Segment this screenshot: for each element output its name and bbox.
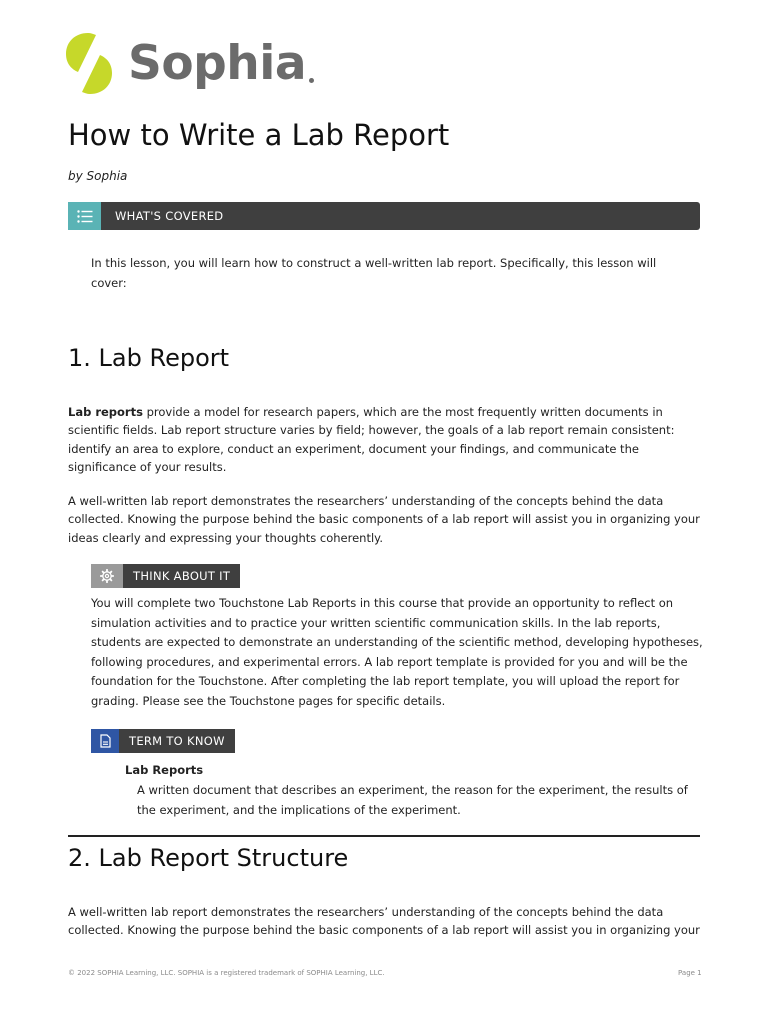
list-icon — [68, 202, 101, 230]
whats-covered-banner — [68, 202, 700, 230]
section-heading-lab-report-structure: 2. Lab Report Structure — [68, 844, 349, 872]
term-to-know-label: TERM TO KNOW — [119, 729, 235, 753]
section1-paragraph-1-text: provide a model for research papers, which are the most frequently written documents in scientific fields. Lab report structure varies by field; however, the goals of a lab report remain consistent: identify an area to explore, conduct an experiment, document your findings, and communicate the significance of your results. — [68, 405, 675, 475]
bold-term-lab-reports: Lab reports — [68, 405, 143, 419]
page-number: Page 1 — [678, 969, 702, 977]
document-icon — [91, 729, 119, 753]
whats-covered-label: WHAT'S COVERED — [101, 202, 700, 230]
byline: by Sophia — [68, 169, 128, 183]
think-about-it-banner — [91, 564, 240, 588]
think-about-it-label: THINK ABOUT IT — [123, 564, 240, 588]
sophia-logo — [66, 33, 314, 94]
trademark-dot — [309, 78, 314, 83]
section-heading-lab-report: 1. Lab Report — [68, 344, 230, 372]
term-name: Lab Reports — [125, 763, 204, 777]
gear-icon — [91, 564, 123, 588]
section1-paragraph-2: A well-written lab report demonstrates the researchers’ understanding of the concepts behind the data collected. Knowing the purpose behind the basic components of a lab report will assist you in organizing your ideas clearly and expressing your thoughts coherently. — [68, 494, 700, 545]
footer-copyright: © 2022 SOPHIA Learning, LLC. SOPHIA is a registered trademark of SOPHIA Learning, LLC. — [68, 969, 385, 977]
sophia-logo-icon — [66, 33, 112, 94]
term-definition: A written document that describes an experiment, the reason for the experiment, the results of the experiment, and the implications of the experiment. — [137, 783, 688, 817]
section-divider — [68, 835, 700, 837]
whats-covered-text: In this lesson, you will learn how to construct a well-written lab report. Specifically, this lesson will cover: — [91, 256, 657, 290]
brand-name: Sophia — [128, 36, 307, 91]
section2-paragraph-1: A well-written lab report demonstrates the researchers’ understanding of the concepts behind the data collected. Knowing the purpose behind the basic components of a lab report will assist you in organizing your — [68, 905, 700, 938]
term-to-know-banner — [91, 729, 235, 753]
think-about-it-text: You will complete two Touchstone Lab Reports in this course that provide an opportunity to reflect on simulation activities and to practice your written scientific communication skills. In the lab reports, students are expected to demonstrate an understanding of the scientific method, developing hypotheses, following procedures, and experimental errors. A lab report template is provided for you and will be the foundation for the Touchstone. After completing the lab report template, you will upload the report for grading. Please see the Touchstone pages for specific details. — [91, 596, 703, 708]
page-title: How to Write a Lab Report — [68, 118, 450, 152]
section1-paragraph-1 — [68, 403, 708, 477]
